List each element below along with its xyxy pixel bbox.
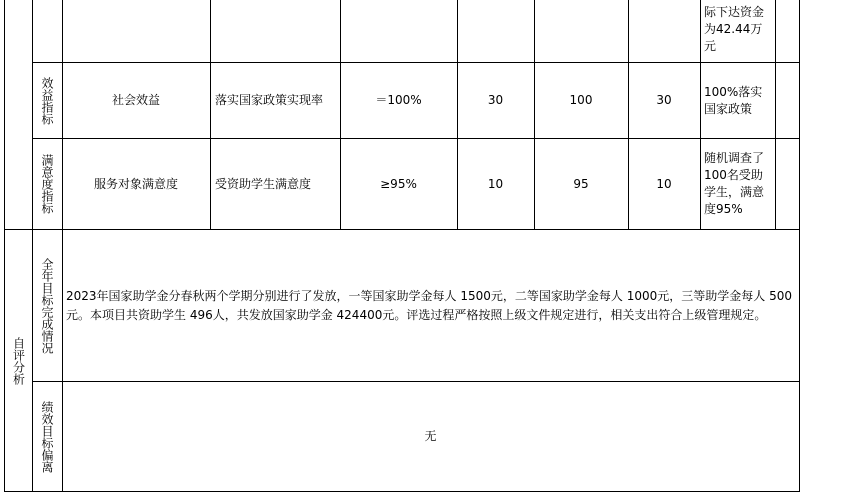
col-line [700,0,701,229]
satisfaction-indicator: 受资助学生满意度 [215,176,312,191]
deviation-text: 无 [424,429,437,443]
satisfaction-remark: 随机调查了100名受助学生，满意度95% [704,151,765,216]
benefit-remark: 100%落实国家政策 [704,84,763,116]
satisfaction-category: 满意度指标 [40,154,54,214]
top-row-remark: 际下达资金为42.44万元 [704,5,765,53]
benefit-score: 30 [656,93,672,107]
completion-text: 2023年国家助学金分春秋两个学期分别进行了发放，一等国家助学金每人 1500元，二等国家助学金每人 1000元，三等助学金每人 500元。本项目共资助学生 496人，共发放国家助学金 424400元。评选过程严格按照上级文件规定进行，相关支出符合上级管理规定。 [66,288,792,322]
satisfaction-actual: 95 [573,176,589,191]
deviation-label: 绩效目标偏离 [40,400,54,473]
benefit-category: 效益指标 [40,76,54,125]
satisfaction-weight: 10 [487,176,504,191]
benefit-weight: 30 [487,93,504,107]
col-line [775,0,776,229]
benefit-subcategory: 社会效益 [111,93,160,107]
benefit-target: ＝100% [375,93,422,107]
satisfaction-target: ≥95% [380,176,417,191]
satisfaction-score: 10 [656,176,672,191]
benefit-indicator: 落实国家政策实现率 [215,93,324,107]
self-eval-label: 自评分析 [11,336,26,385]
satisfaction-subcategory: 服务对象满意度 [93,176,178,191]
col-line [799,0,800,492]
completion-label: 全年目标完成情况 [40,257,54,354]
benefit-actual: 100 [569,93,593,107]
col-line [210,0,211,229]
row-line [4,491,799,492]
